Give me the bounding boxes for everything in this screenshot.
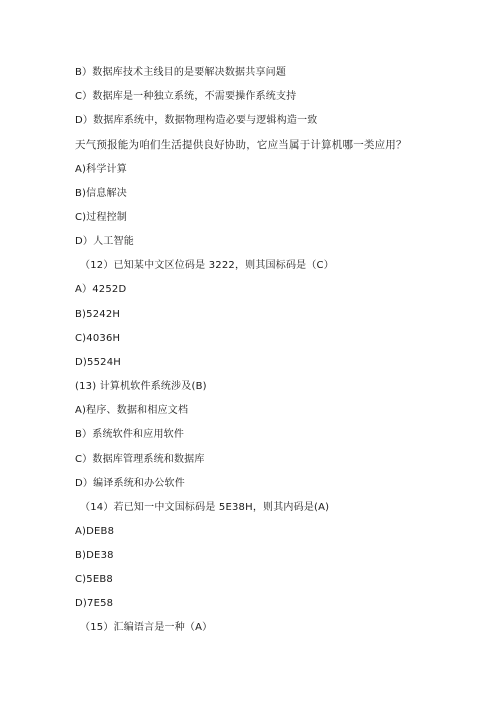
option-d-text: D）编译系统和办公软件 [75,478,185,489]
question-15-text: （15）汇编语言是一种（A） [80,622,213,633]
option-b-text: B)5242H [75,309,121,320]
option-a-text: A)程序、数据和相应文档 [75,405,189,416]
option-d-text: D)5524H [75,357,121,368]
question-13-text: (13) 计算机软件系统涉及(B) [75,381,207,392]
option-c-text: C)5EB8 [75,574,113,585]
option-b-text: B）系统软件和应用软件 [75,429,185,440]
option-a-text: A)科学计算 [75,164,127,175]
question-text: 天气预报能为咱们生活提供良好协助，它应当属于计算机哪一类应用？ [75,139,407,151]
option-d-text: D）人工智能 [75,236,134,247]
option-c-text: C)过程控制 [75,212,128,223]
option-b-text: B)DE38 [75,550,114,561]
option-c-text: C)4036H [75,333,121,344]
option-c-text: C）数据库是一种独立系统，不需要操作系统支持 [75,91,297,102]
option-d-text: D）数据库系统中，数据物理构造必要与逻辑构造一致 [75,115,318,126]
option-c-text: C）数据库管理系统和数据库 [75,454,205,465]
question-12-text: （12）已知某中文区位码是 3222，则其国标码是（C） [80,260,334,271]
option-a-text: A）4252D [75,284,127,295]
option-a-text: A)DEB8 [75,526,115,537]
option-d-text: D)7E58 [75,598,114,609]
option-b-text: B)信息解决 [75,188,127,199]
question-14-text: （14）若已知一中文国标码是 5E38H，则其内码是(A) [80,502,330,513]
option-b-text: B）数据库技术主线目的是要解决数据共享问题 [75,67,287,78]
